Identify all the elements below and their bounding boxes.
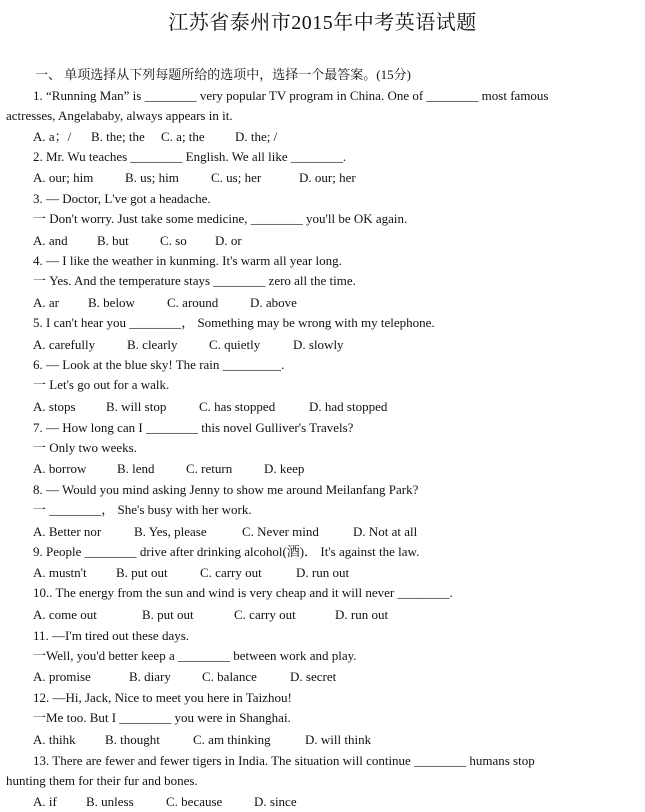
option-c: C. so	[160, 233, 187, 248]
question-10-line-1: 10.. The energy from the sun and wind is very cheap and it will never ________.	[33, 585, 453, 600]
page-title: 江苏省泰州市2015年中考英语试题	[168, 12, 477, 34]
option-d: D. secret	[290, 669, 337, 684]
option-a: A. ar	[33, 295, 59, 310]
option-b: B. put out	[142, 607, 194, 622]
option-b: B. clearly	[127, 337, 178, 352]
question-6-options	[33, 397, 387, 417]
option-b: B. us; him	[125, 170, 179, 185]
question-6-line-2: 一 Let's go out for a walk.	[33, 377, 170, 392]
option-a: A. promise	[33, 669, 91, 684]
option-a: A. carefully	[33, 337, 96, 352]
question-1-options	[33, 127, 277, 147]
option-a: A. Better nor	[33, 524, 102, 539]
option-a: A. a；/	[33, 129, 72, 144]
option-c: C. has stopped	[199, 399, 276, 414]
option-d: D. will think	[305, 732, 372, 747]
option-b: B. the; the	[91, 129, 145, 144]
option-d: D. slowly	[293, 337, 344, 352]
option-d: D. the; /	[235, 129, 278, 144]
option-d: D. had stopped	[309, 399, 388, 414]
question-10-options	[33, 605, 388, 625]
option-c: C. quietly	[209, 337, 261, 352]
question-3-line-1: 3. — Doctor, L've got a headache.	[33, 191, 211, 206]
question-7-options	[33, 459, 304, 479]
option-b: B. unless	[86, 794, 134, 809]
question-7-line-1: 7. — How long can I ________ this novel Gulliver's Travels?	[33, 420, 354, 435]
option-b: B. lend	[117, 461, 155, 476]
question-3-line-2: 一 Don't worry. Just take some medicine, ________ you'll be OK again.	[33, 211, 408, 226]
option-d: D. run out	[335, 607, 389, 622]
question-11-line-1: 11. —I'm tired out these days.	[33, 628, 190, 643]
question-4-line-2: 一 Yes. And the temperature stays ________ zero all the time.	[33, 273, 356, 288]
question-12-line-2: 一Me too. But I ________ you were in Shanghai.	[33, 710, 291, 725]
question-3-options	[33, 231, 242, 251]
option-c: C. am thinking	[193, 732, 271, 747]
option-a: A. borrow	[33, 461, 87, 476]
option-a: A. come out	[33, 607, 97, 622]
question-8-line-2: 一 ________， She's busy with her work.	[33, 502, 252, 517]
question-13-line-1: 13. There are fewer and fewer tigers in India. The situation will continue ________ humans stop	[33, 753, 535, 768]
option-a: A. thihk	[33, 732, 76, 747]
question-5-line-1: 5. I can't hear you ________， Something may be wrong with my telephone.	[33, 315, 435, 330]
option-c: C. balance	[202, 669, 257, 684]
option-d: D. above	[250, 295, 297, 310]
option-a: A. stops	[33, 399, 76, 414]
question-2-line-1: 2. Mr. Wu teaches ________ English. We all like ________.	[33, 149, 347, 164]
option-c: C. because	[166, 794, 223, 809]
question-13-line-2: hunting them for their fur and bones.	[6, 773, 198, 788]
option-b: B. put out	[116, 565, 168, 580]
question-5-options	[33, 335, 344, 355]
question-11-options	[33, 667, 336, 687]
option-a: A. and	[33, 233, 68, 248]
option-c: C. us; her	[211, 170, 262, 185]
option-c: C. Never mind	[242, 524, 319, 539]
option-c: C. carry out	[234, 607, 296, 622]
question-4-options	[33, 293, 297, 313]
option-c: C. return	[186, 461, 233, 476]
question-8-options	[33, 522, 417, 542]
question-9-line-1: 9. People ________ drive after drinking alcohol(酒)． It's against the law.	[33, 544, 420, 559]
option-b: B. below	[88, 295, 135, 310]
option-b: B. thought	[105, 732, 160, 747]
option-d: D. our; her	[299, 170, 356, 185]
question-7-line-2: 一 Only two weeks.	[33, 440, 137, 455]
question-11-line-2: 一Well, you'd better keep a ________ between work and play.	[33, 648, 357, 663]
question-1-line-2: actresses, Angelababy, always appears in it.	[6, 108, 233, 123]
option-a: A. if	[33, 794, 57, 809]
question-12-options	[33, 730, 371, 750]
question-4-line-1: 4. — I like the weather in kunming. It's warm all year long.	[33, 253, 342, 268]
option-c: C. carry out	[200, 565, 262, 580]
question-9-options	[33, 563, 349, 583]
question-13-options	[33, 792, 297, 812]
question-8-line-1: 8. — Would you mind asking Jenny to show me around Meilanfang Park?	[33, 482, 419, 497]
option-b: B. but	[97, 233, 129, 248]
option-b: B. Yes, please	[134, 524, 207, 539]
question-2-options	[33, 168, 356, 188]
section-heading: 一、 单项选择从下列每题所给的选项中，选择一个最答案。(15分)	[35, 67, 411, 82]
option-d: D. run out	[296, 565, 350, 580]
option-d: D. since	[254, 794, 297, 809]
question-1-line-1: 1. “Running Man” is ________ very popular TV program in China. One of ________ most famous	[33, 88, 549, 103]
option-b: B. diary	[129, 669, 171, 684]
option-d: D. keep	[264, 461, 305, 476]
option-b: B. will stop	[106, 399, 167, 414]
option-a: A. mustn't	[33, 565, 87, 580]
question-6-line-1: 6. — Look at the blue sky! The rain _________.	[33, 357, 285, 372]
option-c: C. around	[167, 295, 219, 310]
option-a: A. our; him	[33, 170, 94, 185]
option-d: D. Not at all	[353, 524, 418, 539]
option-c: C. a; the	[161, 129, 205, 144]
question-12-line-1: 12. —Hi, Jack, Nice to meet you here in Taizhou!	[33, 690, 292, 705]
option-d: D. or	[215, 233, 242, 248]
